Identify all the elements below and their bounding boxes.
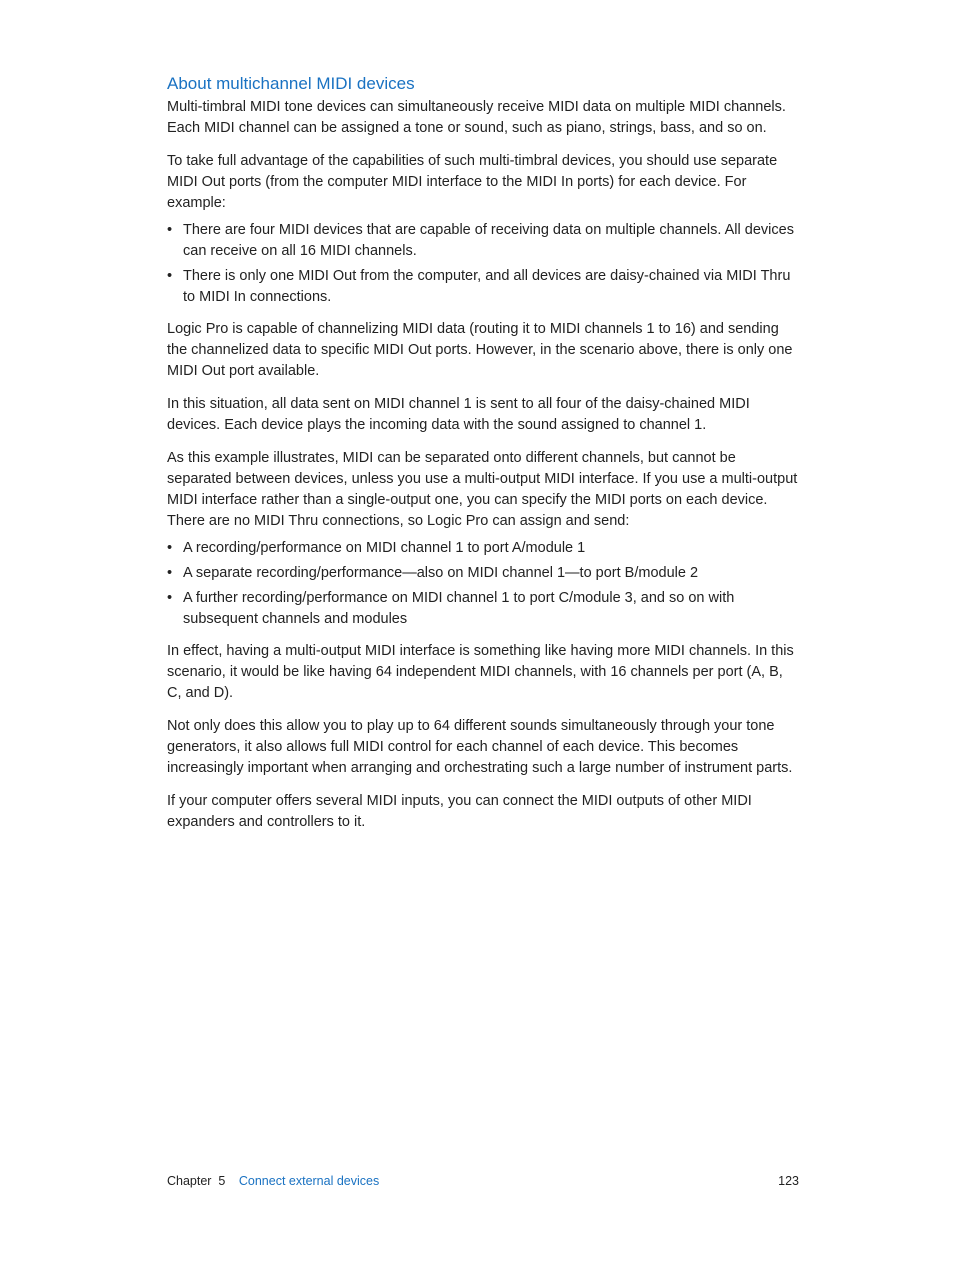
list-item-text: A further recording/performance on MIDI channel 1 to port C/module 3, and so on with subsequent channels and modules (183, 590, 735, 627)
paragraph: In effect, having a multi-output MIDI interface is something like having more MIDI channels. In this scenario, it would be like having 64 independent MIDI channels, with 16 channels per port (A, B, C, and D). (167, 643, 794, 701)
paragraph: Logic Pro is capable of channelizing MIDI data (routing it to MIDI channels 1 to 16) and sending the channelized data to specific MIDI Out ports. However, in the scenario above, there is only one MIDI Out port available. (167, 321, 793, 379)
list-item (167, 563, 799, 584)
paragraph: To take full advantage of the capabilities of such multi-timbral devices, you should use separate MIDI Out ports (from the computer MIDI interface to the MIDI In ports) for each device. For example: (167, 153, 778, 211)
paragraph: Multi-timbral MIDI tone devices can simultaneously receive MIDI data on multiple MIDI channels. Each MIDI channel can be assigned a tone or sound, such as piano, strings, bass, and so on. (167, 99, 786, 136)
page-number: 123 (778, 1174, 799, 1188)
paragraph: If your computer offers several MIDI inputs, you can connect the MIDI outputs of other MIDI expanders and controllers to it. (167, 793, 752, 830)
bullet-icon: • (167, 590, 173, 606)
bullet-icon: • (167, 268, 173, 284)
page-footer (167, 1172, 799, 1190)
chapter-label: Chapter 5 (167, 1174, 226, 1188)
page-content (167, 73, 799, 845)
list-item (167, 588, 799, 630)
paragraph: In this situation, all data sent on MIDI channel 1 is sent to all four of the daisy-chained MIDI devices. Each device plays the incoming data with the sound assigned to channel 1. (167, 396, 750, 433)
bullet-icon: • (167, 540, 173, 556)
bullet-list (167, 538, 799, 630)
section-heading: About multichannel MIDI devices (167, 74, 415, 93)
chapter-link[interactable]: Connect external devices (238, 1174, 380, 1188)
list-item-text: A recording/performance on MIDI channel 1 to port A/module 1 (183, 540, 586, 556)
paragraph: As this example illustrates, MIDI can be separated onto different channels, but cannot be separated between devices, unless you use a multi-output MIDI interface. If you use a multi-output MIDI interface rather than a single-output one, you can specify the MIDI ports on each device. There are no MIDI Thru connections, so Logic Pro can assign and send: (167, 450, 798, 529)
list-item (167, 266, 799, 308)
list-item-text: There are four MIDI devices that are capable of receiving data on multiple channels. All devices can receive on all 16 MIDI channels. (183, 222, 794, 259)
bullet-icon: • (167, 222, 173, 238)
list-item-text: There is only one MIDI Out from the computer, and all devices are daisy-chained via MIDI Thru to MIDI In connections. (183, 268, 791, 305)
paragraph: Not only does this allow you to play up to 64 different sounds simultaneously through your tone generators, it also allows full MIDI control for each channel of each device. This becomes increasingly important when arranging and orchestrating such a large number of instrument parts. (167, 718, 793, 776)
bullet-icon: • (167, 565, 173, 581)
bullet-list (167, 220, 799, 308)
list-item-text: A separate recording/performance—also on MIDI channel 1—to port B/module 2 (183, 565, 699, 581)
list-item (167, 220, 799, 262)
list-item (167, 538, 799, 559)
